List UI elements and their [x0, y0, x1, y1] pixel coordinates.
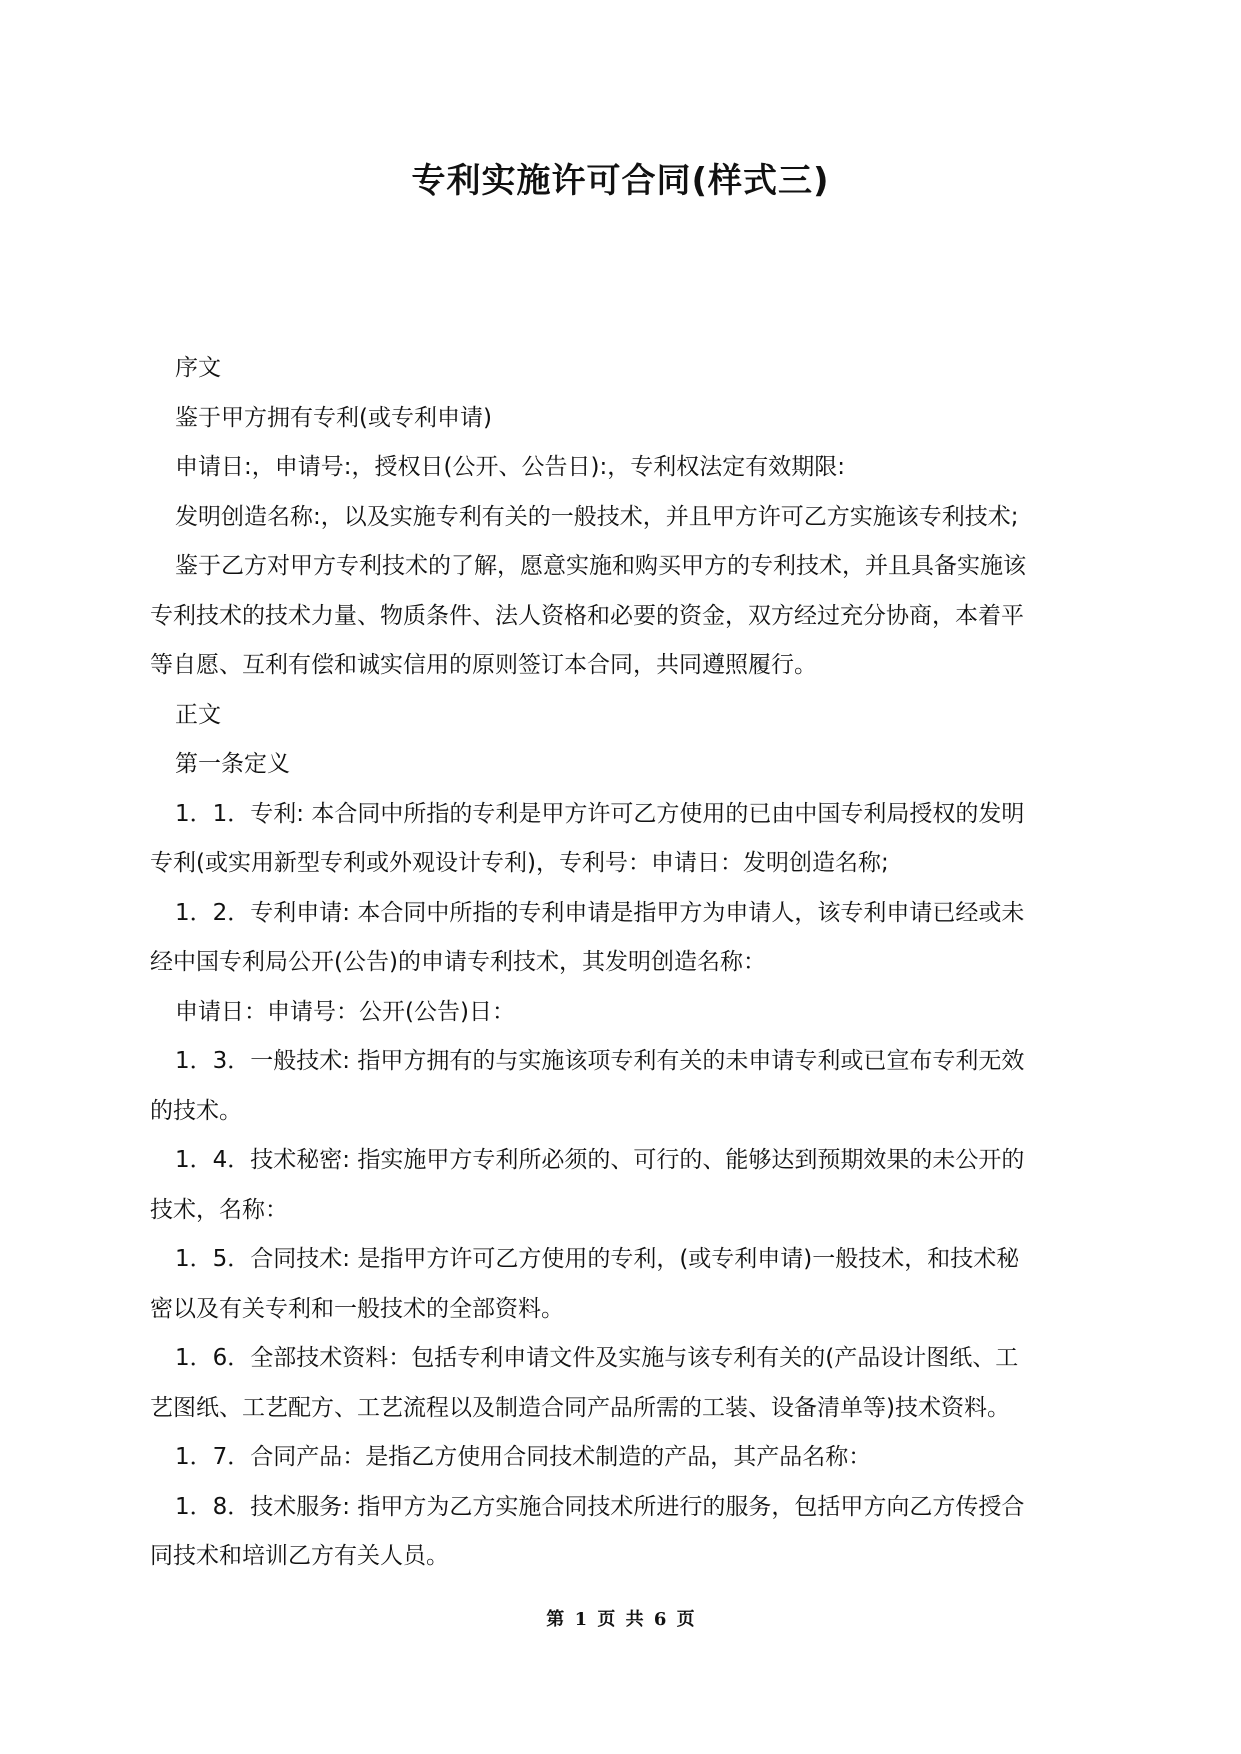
clause-line: 的技术。 — [150, 1097, 242, 1124]
clause-line: 1．8．技术服务: 指甲方为乙方实施合同技术所进行的服务，包括甲方向乙方传授合 — [175, 1493, 1025, 1520]
document-title: 专利实施许可合同(样式三) — [411, 161, 830, 201]
clause-line: 密以及有关专利和一般技术的全部资料。 — [150, 1295, 564, 1322]
clause-line: 申请日：申请号：公开(公告)日： — [175, 998, 515, 1025]
clause-line: 1．4．技术秘密: 指实施甲方专利所必须的、可行的、能够达到预期效果的未公开的 — [175, 1147, 1025, 1173]
clause-line: 1．2．专利申请: 本合同中所指的专利申请是指甲方为申请人，该专利申请已经或未 — [175, 899, 1025, 926]
article-heading: 第一条定义 — [175, 751, 290, 777]
clause-line: 专利(或实用新型专利或外观设计专利)，专利号：申请日：发明创造名称; — [150, 850, 889, 876]
document-body — [150, 344, 1090, 1582]
clause-line: 经中国专利局公开(公告)的申请专利技术，其发明创造名称： — [150, 949, 766, 975]
paragraph-line: 专利技术的技术力量、物质条件、法人资格和必要的资金，双方经过充分协商，本着平 — [150, 602, 1024, 629]
clause-line: 1．3．一般技术: 指甲方拥有的与实施该项专利有关的未申请专利或已宣布专利无效 — [175, 1048, 1025, 1074]
clause-line: 1．1．专利: 本合同中所指的专利是甲方许可乙方使用的已由中国专利局授权的发明 — [175, 800, 1025, 827]
section-heading-preface: 序文 — [175, 355, 221, 381]
clause-line: 同技术和培训乙方有关人员。 — [150, 1543, 449, 1569]
clause-line: 1．5．合同技术: 是指甲方许可乙方使用的专利，(或专利申请)一般技术，和技术秘 — [175, 1246, 1020, 1272]
clause-line: 技术，名称： — [150, 1196, 288, 1223]
paragraph-line: 鉴于甲方拥有专利(或专利申请) — [175, 404, 492, 431]
paragraph-line: 发明创造名称:，以及实施专利有关的一般技术，并且甲方许可乙方实施该专利技术; — [175, 503, 1019, 530]
paragraph-line: 申请日:，申请号:，授权日(公开、公告日):，专利权法定有效期限: — [175, 454, 845, 480]
page-number-footer: 第 1 页 共 6 页 — [546, 1609, 695, 1630]
paragraph-line: 鉴于乙方对甲方专利技术的了解，愿意实施和购买甲方的专利技术，并且具备实施该 — [175, 553, 1026, 579]
section-heading-main: 正文 — [175, 701, 221, 728]
clause-line: 1．6．全部技术资料：包括专利申请文件及实施与该专利有关的(产品设计图纸、工 — [175, 1345, 1019, 1371]
clause-line: 艺图纸、工艺配方、工艺流程以及制造合同产品所需的工装、设备清单等)技术资料。 — [150, 1394, 1010, 1421]
paragraph-line: 等自愿、互利有偿和诚实信用的原则签订本合同，共同遵照履行。 — [150, 652, 817, 678]
clause-line: 1．7．合同产品：是指乙方使用合同技术制造的产品，其产品名称： — [175, 1444, 872, 1470]
